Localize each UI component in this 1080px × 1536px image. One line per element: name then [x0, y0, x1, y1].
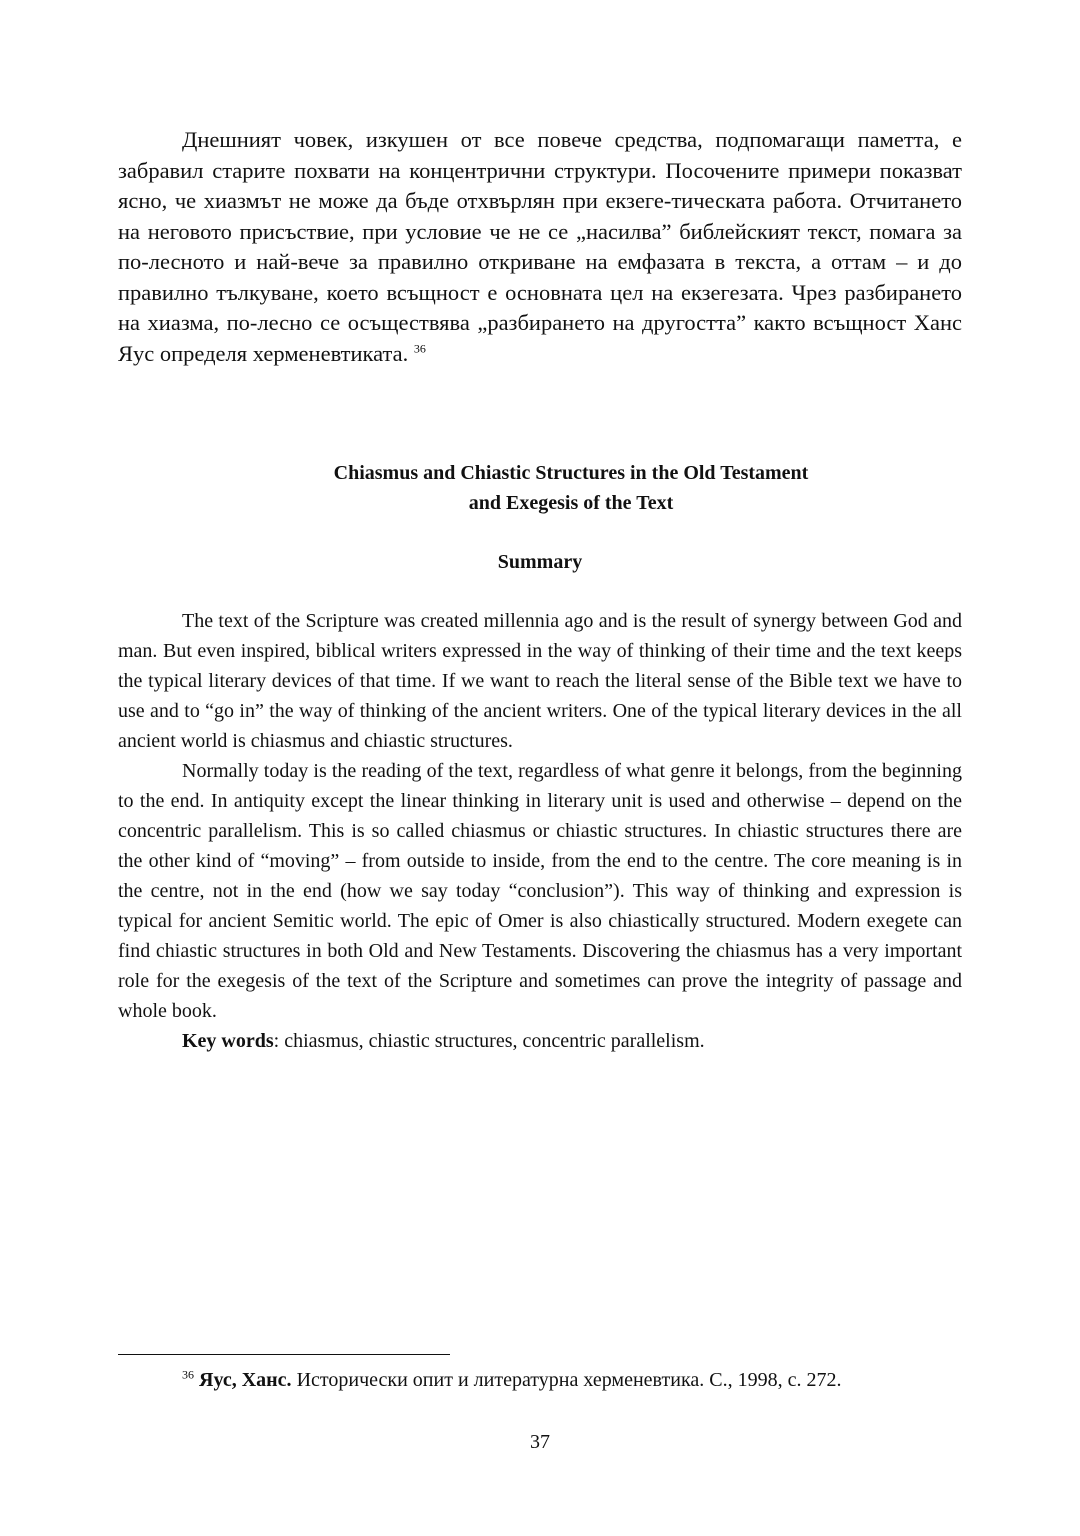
body-paragraph-text: Днешният човек, изкушен от все повече средства, подпомагащи паметта, е забравил старите похвати на концентрични структури. Посочените примери показват ясно, че хиазмът не може да бъде отхвърлян при екзеге-тическата работа. Отчитането на неговото присъствие, при условие че не се „насилва” библейският текст, помага за по-лесното и най-вече за правилно откриване на емфазата в текста, а оттам – и до правилно тълкуване, което всъщност е основната цел на екзегезата. Чрез разбирането на хиазма, по-лесно се осъществява „разбирането на другостта” както всъщност Ханс Яус определя херменевтиката.: [118, 127, 962, 366]
keywords-label: Key words: [182, 1030, 274, 1052]
summary-title-line-1: Chiasmus and Chiastic Structures in the Old Testament: [333, 462, 809, 484]
summary-title-line-2: and Exegesis of the Text: [468, 492, 674, 514]
body-paragraph: [118, 125, 962, 369]
footnote-reference[interactable]: 36: [413, 341, 426, 355]
keywords-text: : chiasmus, chiastic structures, concentric parallelism.: [273, 1030, 705, 1052]
page-number: 37: [530, 1431, 550, 1453]
footnote-number: 36: [182, 1367, 194, 1382]
footnote-author: Яус, Ханс.: [199, 1369, 292, 1391]
summary-section: [118, 606, 962, 1056]
keywords-paragraph: [118, 1026, 962, 1056]
summary-title: [118, 458, 1024, 518]
summary-heading: Summary: [497, 551, 583, 573]
footnote-text: Исторически опит и литературна херменевтика. С., 1998, с. 272.: [291, 1369, 842, 1391]
summary-paragraph-1: The text of the Scripture was created millennia ago and is the result of synergy between God and man. But even inspired, biblical writers expressed in the way of thinking of their time and the text keeps the typical literary devices of that time. If we want to reach the literal sense of the Bible text we have to use and to “go in” the way of thinking of the ancient writers. One of the typical literary devices in the all ancient world is chiasmus and chiastic structures.: [118, 610, 962, 752]
summary-paragraph-2: Normally today is the reading of the text, regardless of what genre it belongs, from the beginning to the end. In antiquity except the linear thinking in literary unit is used and otherwise – depend on the concentric parallelism. This is so called chiasmus or chiastic structures. In chiastic structures there are the other kind of “moving” – from outside to inside, from the end to the centre. The core meaning is in the centre, not in the end (how we say today “conclusion”). This way of thinking and expression is typical for ancient Semitic world. The epic of Omer is also chiastically structured. Modern exegete can find chiastic structures in both Old and New Testaments. Discovering the chiasmus has a very important role for the exegesis of the text of the Scripture and sometimes can prove the integrity of passage and whole book.: [118, 760, 962, 1022]
footnote: [182, 1366, 982, 1394]
footnote-separator: [118, 1354, 450, 1355]
